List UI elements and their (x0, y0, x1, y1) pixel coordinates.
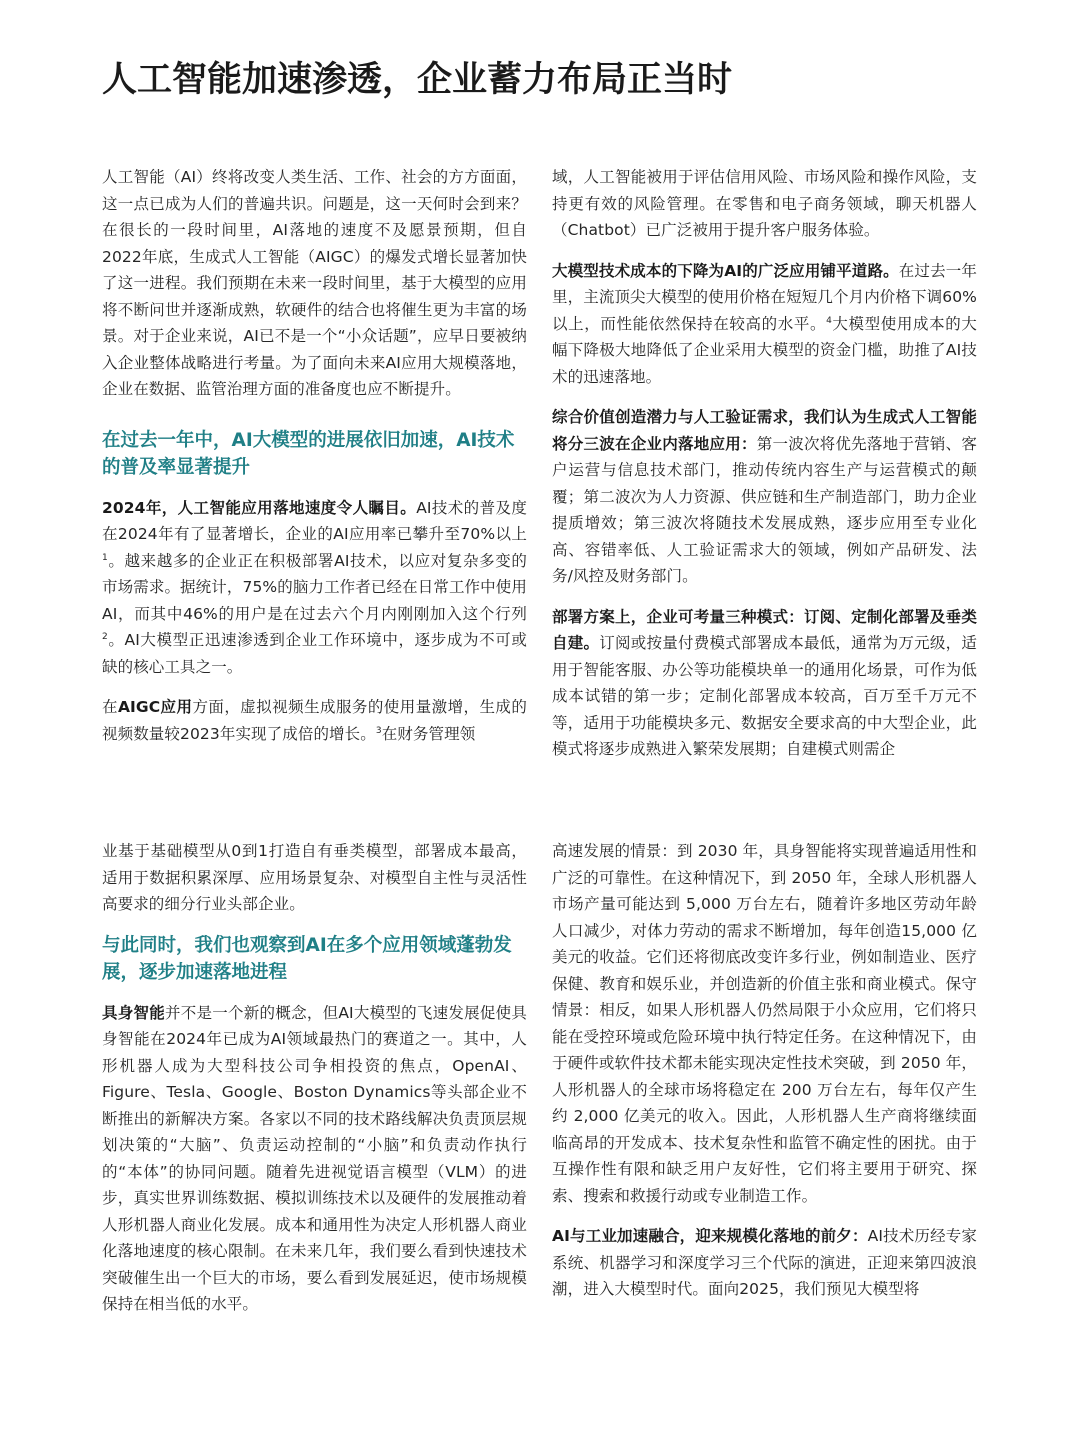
footnote-ref: 4 (826, 315, 832, 326)
paragraph-industrial-ai (552, 1223, 977, 1303)
text-span: 并不是一个新的概念，但AI大模型的飞速发展促使具身智能在2024年已成为AI领域最热门的赛道之一。其中，人形机器人成为大型科技公司争相投资的焦点，OpenAI、Figure、Tesla、Google、Boston Dynamics等头部企业不断推出的新解决方案。各家以不同的技术路线解决负责顶层规划决策的“大脑”、负责运动控制的“小脑”和负责动作执行的“本体”的协同问题。随着先进视觉语言模型（VLM）的进步，真实世界训练数据、模拟训练技术以及硬件的发展推动着人形机器人商业化发展。成本和通用性为决定人形机器人商业化落地速度的核心限制。在未来几年，我们要么看到快速技术突破催生出一个巨大的市场，要么看到发展延迟，使市场规模保持在相当低的水平。 (102, 1003, 528, 1313)
bold-term: AIGC应用 (117, 698, 193, 716)
text-span: 在财务管理领 (381, 724, 476, 743)
paragraph-three-waves (552, 404, 977, 590)
paragraph-cost-decline (552, 258, 977, 391)
page-title: 人工智能加速渗透，企业蓄力布局正当时 (102, 60, 733, 100)
column-left-bottom (102, 838, 527, 1318)
text-span: 大模型使用成本的大幅下降极大地降低了企业采用大模型的资金门槛，助推了AI技术的迅速落地。 (552, 314, 978, 386)
text-span: 第一波次将优先落地于营销、客户运营与信息技术部门，推动传统内容生产与运营模式的颠覆；第二波次为人力资源、供应链和生产制造部门，助力企业提质增效；第三波次将随技术发展成熟，逐步应用至专业化高、容错率低、人工验证需求大的领域，例如产品研发、法务/风控及财务部门。 (552, 434, 977, 585)
text-span: 在 (102, 698, 118, 716)
footnote-ref: 2 (102, 631, 108, 642)
paragraph-aigc (102, 694, 527, 747)
paragraph-2024-adoption (102, 495, 527, 681)
text-span: 方面，虚拟视频生成服务的使用量激增，生成的视频数量较2023年实现了成倍的增长。 (102, 698, 527, 743)
text-span: AI技术历经专家系统、机器学习和深度学习三个代际的演进，正迎来第四波浪潮，进入大模型时代。面向2025，我们预见大模型将 (552, 1227, 977, 1298)
column-right-bottom (552, 838, 977, 1303)
text-span: 。AI大模型正迅速渗透到企业工作环境中，逐步成为不可或缺的核心工具之一。 (102, 631, 527, 676)
bold-lead: 具身智能 (102, 1003, 166, 1022)
text-span: AI技术的普及度在2024年有了显著增长，企业的AI应用率已攀升至70%以上 (102, 498, 527, 543)
footnote-ref: 1 (102, 552, 108, 563)
section-heading-applications: 与此同时，我们也观察到AI在多个应用领域蓬勃发展，逐步加速落地进程 (102, 934, 512, 983)
column-left-top (102, 164, 527, 747)
bold-lead: AI与工业加速融合，迎来规模化落地的前夕： (552, 1227, 868, 1245)
bold-lead: 综合价值创造潜力与人工验证需求，我们认为生成式人工智能将分三波在企业内落地应用： (552, 408, 977, 453)
bold-lead: 部署方案上，企业可考量三种模式：订阅、定制化部署及垂类自建。 (552, 607, 977, 652)
footnote-ref: 3 (375, 725, 382, 736)
paragraph-scenarios: 高速发展的情景：到 2030 年，具身智能将实现普遍适用性和广泛的可靠性。在这种情况下，到 2050 年，全球人形机器人市场产量可能达到 5,000 万台左右，随着许多地区劳动年龄人口减少，对体力劳动的需求不断增加，每年创造15,000 亿美元的收益。它们还将彻底改变许多行业，例如制造业、医疗保健、教育和娱乐业，并创造新的价值主张和商业模式。保守情景：相反，如果人形机器人仍然局限于小众应用，它们将只能在受控环境或危险环境中执行特定任务。在这种情况下，由于硬件或软件技术都未能实现决定性技术突破，到 2050 年，人形机器人的全球市场将稳定在 200 万台左右，每年仅产生约 2,000 亿美元的收入。因此，人形机器人生产商将继续面临高昂的开发成本、技术复杂性和监管不确定性的困扰。由于互操作性有限和缺乏用户友好性，它们将主要用于研究、探索、搜索和救援行动或专业制造工作。 (552, 842, 977, 1205)
paragraph-deployment-modes (552, 604, 977, 763)
text-span: 在过去一年里，主流顶尖大模型的使用价格在短短几个月内价格下调60%以上，而性能依然保持在较高的水平。 (552, 261, 977, 333)
text-span: 。越来越多的企业正在积极部署AI技术，以应对复杂多变的市场需求。据统计，75%的脑力工作者已经在日常工作中使用AI，而其中46%的用户是在过去六个月内刚刚加入这个行列 (102, 551, 527, 623)
intro-paragraph: 人工智能（AI）终将改变人类生活、工作、社会的方方面面，这一点已成为人们的普遍共识。问题是，这一天何时会到来？在很长的一段时间里，AI落地的速度不及愿景预期，但自2022年底，生成式人工智能（AIGC）的爆发式增长显著加快了这一进程。我们预期在未来一段时间里，基于大模型的应用将不断问世并逐渐成熟，软硬件的结合也将催生更为丰富的场景。对于企业来说，AI已不是一个“小众话题”，应早日要被纳入企业整体战略进行考量。为了面向未来AI应用大规模落地，企业在数据、监管治理方面的准备度也应不断提升。 (102, 168, 527, 398)
text-span: 订阅或按量付费模式部署成本最低，通常为万元级，适用于智能客服、办公等功能模块单一的通用化场景，可作为低成本试错的第一步；定制化部署成本较高，百万至千万元不等，适用于功能模块多元、数据安全要求高的中大型企业，此模式将逐步成熟进入繁荣发展期；自建模式则需企 (552, 634, 977, 758)
paragraph-finance-retail: 域，人工智能被用于评估信用风险、市场风险和操作风险，支持更有效的风险管理。在零售和电子商务领域，聊天机器人（Chatbot）已广泛被用于提升客户服务体验。 (552, 168, 977, 239)
paragraph-embodied-ai (102, 1000, 527, 1318)
paragraph-self-build: 业基于基础模型从0到1打造自有垂类模型，部署成本最高，适用于数据积累深厚、应用场景复杂、对模型自主性与灵活性高要求的细分行业头部企业。 (102, 842, 527, 913)
section-heading-progress: 在过去一年中，AI大模型的进展依旧加速，AI技术的普及率显著提升 (102, 429, 515, 478)
column-right-top (552, 164, 977, 763)
bold-lead: 2024年，人工智能应用落地速度令人瞩目。 (102, 498, 417, 517)
bold-lead: 大模型技术成本的下降为AI的广泛应用铺平道路。 (552, 261, 899, 280)
